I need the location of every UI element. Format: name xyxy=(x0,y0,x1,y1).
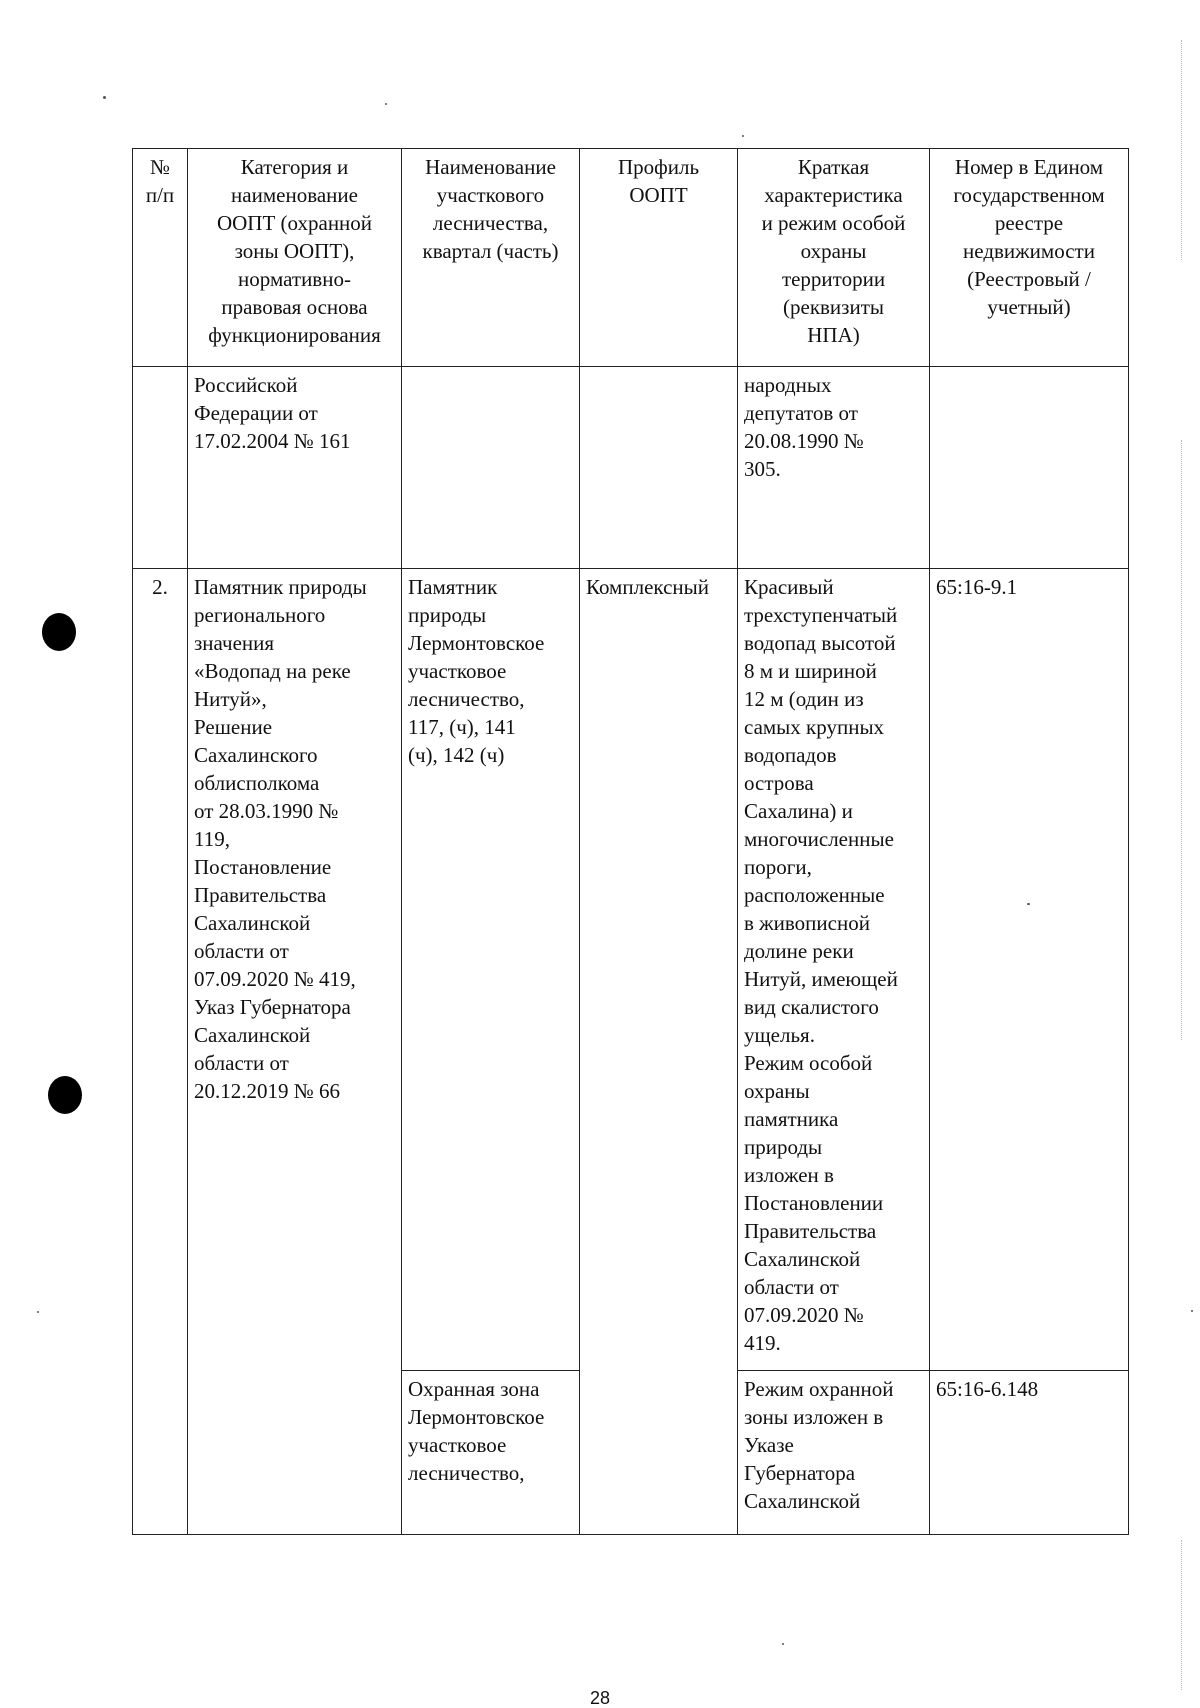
cell-number: 2. xyxy=(133,569,188,1535)
scan-speck xyxy=(385,103,387,105)
header-category: Категория и наименование ООПТ (охранной зоны ООПТ), нормативно- правовая основа функционирования xyxy=(188,149,402,367)
cell-profile xyxy=(580,367,738,569)
header-characteristic: Краткая характеристика и режим особой охраны территории (реквизиты НПА) xyxy=(738,149,930,367)
cell-registry: 65:16-6.148 xyxy=(930,1371,1129,1535)
cell-category: Памятник природы регионального значения «Водопад на реке Нитуй», Решение Сахалинского облисполкома от 28.03.1990 № 119, Постановление Правительства Сахалинской области от 07.09.2020 № 419, Указ Губернатора Сахалинской области от 20.12.2019 № 66 xyxy=(188,569,402,1535)
header-forestry: Наименование участкового лесничества, квартал (часть) xyxy=(402,149,580,367)
scan-speck xyxy=(37,1311,39,1313)
cell-forestry xyxy=(402,367,580,569)
scan-edge-noise xyxy=(1177,440,1182,1040)
cell-registry xyxy=(930,367,1129,569)
cell-characteristic: Красивый трехступенчатый водопад высотой 8 м и шириной 12 м (один из самых крупных водопадов острова Сахалина) и многочисленные пороги, расположенные в живописной долине реки Нитуй, имеющей вид скалистого ущелья. Режим особой охраны памятника природы изложен в Постановлении Правительства Сахалинской области от 07.09.2020 № 419. xyxy=(738,569,930,1371)
cell-profile: Комплексный xyxy=(580,569,738,1535)
oopt-table xyxy=(132,148,1129,1535)
header-registry: Номер в Едином государственном реестре недвижимости (Реестровый / учетный) xyxy=(930,149,1129,367)
punch-hole-top xyxy=(42,613,76,651)
header-profile: Профиль ООПТ xyxy=(580,149,738,367)
table-row-continuation xyxy=(133,367,1129,569)
cell-category: Российской Федерации от 17.02.2004 № 161 xyxy=(188,367,402,569)
scan-speck xyxy=(103,96,106,99)
cell-number xyxy=(133,367,188,569)
cell-forestry: Памятник природы Лермонтовское участковое лесничество, 117, (ч), 141 (ч), 142 (ч) xyxy=(402,569,580,1371)
scan-speck xyxy=(742,135,744,137)
cell-registry: 65:16-9.1 xyxy=(930,569,1129,1371)
cell-characteristic: Режим охранной зоны изложен в Указе Губернатора Сахалинской xyxy=(738,1371,930,1535)
scan-edge-noise xyxy=(1177,40,1182,260)
table-header-row xyxy=(133,149,1129,367)
table-row-2 xyxy=(133,569,1129,1371)
oopt-table-frame xyxy=(132,148,1128,1534)
scan-edge-noise xyxy=(1177,1540,1182,1690)
scan-speck xyxy=(782,1643,784,1645)
cell-forestry: Охранная зона Лермонтовское участковое лесничество, xyxy=(402,1371,580,1535)
punch-hole-bottom xyxy=(48,1076,82,1114)
page-number: 28 xyxy=(589,1688,611,1708)
scan-speck xyxy=(1191,1310,1193,1312)
cell-characteristic: народных депутатов от 20.08.1990 № 305. xyxy=(738,367,930,569)
header-number: № п/п xyxy=(133,149,188,367)
